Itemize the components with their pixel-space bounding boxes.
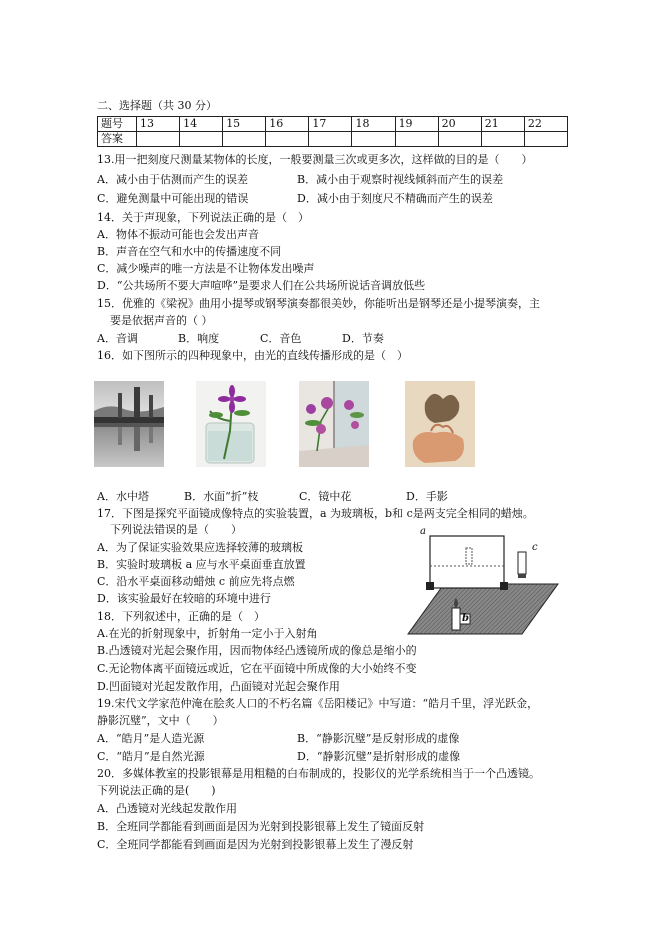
section-title: 二、选择题（共 30 分） [97, 99, 217, 112]
q15-option-d: D．节奏 [342, 332, 384, 345]
q14-option-a: A．物体不振动可能也会发出声音 [97, 228, 259, 241]
number-cell: 18 [352, 117, 395, 132]
q19-option-a: A．“皓月”是人造光源 [97, 732, 205, 745]
q19-option-d: D．“静影沉璧”是折射形成的虚像 [297, 750, 461, 763]
answer-blank-cell[interactable] [223, 132, 266, 147]
q20-option-a: A．凸透镜对光线起发散作用 [97, 802, 237, 815]
number-cell: 19 [395, 117, 438, 132]
q18-stem: 18．下列叙述中，正确的是（ ） [97, 610, 265, 623]
q14-option-b: B．声音在空气和水中的传播速度不同 [97, 245, 282, 258]
q15-option-b: B．响度 [178, 332, 220, 345]
q19-option-c: C．“皓月”是自然光源 [97, 750, 205, 763]
q17-option-b: B．实验时玻璃板 a 应与水平桌面垂直放置 [97, 558, 306, 571]
q14-option-c: C．减少噪声的唯一方法是不让物体发出噪声 [97, 262, 315, 275]
q20-stem-line2: 下列说法正确的是( ) [97, 784, 216, 797]
q20-stem-line1: 20．多媒体教室的投影银幕是用粗糙的白布制成的，投影仪的光学系统相当于一个凸透镜。 [97, 767, 540, 780]
q18-option-d: D.凹面镜对光起发散作用，凸面镜对光起会聚作用 [97, 680, 340, 693]
header-label-cell: 题号 [98, 117, 137, 132]
answer-blank-cell[interactable] [137, 132, 180, 147]
answer-blank-cell[interactable] [524, 132, 567, 147]
q18-option-a: A.在光的折射现象中，折射角一定小于入射角 [97, 627, 318, 640]
q13-option-b: B．减小由于观察时视线倾斜而产生的误差 [297, 173, 504, 186]
q17-option-a: A．为了保证实验效果应选择较薄的玻璃板 [97, 541, 303, 554]
q16-option-a: A．水中塔 [97, 490, 149, 503]
q17-option-c: C．沿水平桌面移动蜡烛 c 前应先将点燃 [97, 575, 295, 588]
q19-stem-line2: 静影沉璧”，文中（ ） [97, 714, 224, 727]
answer-blank-cell[interactable] [481, 132, 524, 147]
plane-mirror-diagram [400, 526, 560, 646]
q16-option-c: C．镜中花 [299, 490, 352, 503]
q14-stem: 14．关于声现象，下列说法正确的是（ ） [97, 211, 309, 224]
answer-blank-cell[interactable] [395, 132, 438, 147]
hand-shadow-photo [405, 381, 475, 467]
answer-table-answer-row [98, 132, 568, 147]
q13-option-a: A．减小由于估测而产生的误差 [97, 173, 248, 186]
mirror-flower-photo [299, 381, 369, 467]
number-cell: 22 [524, 117, 567, 132]
q13-stem: 13.用一把刻度尺测量某物体的长度，一般要测量三次或更多次，这样做的目的是（ ） [97, 153, 533, 166]
answer-table [97, 116, 568, 147]
q18-option-b: B.凸透镜对光起会聚作用，因而物体经凸透镜所成的像总是缩小的 [97, 644, 417, 657]
q16-stem: 16．如下图所示的四种现象中，由光的直线传播形成的是（ ） [97, 349, 408, 362]
number-cell: 21 [481, 117, 524, 132]
q17-stem-line2: 下列说法错误的是（ ） [110, 523, 242, 536]
q13-option-d: D．减小由于刻度尺不精确而产生的误差 [297, 192, 493, 205]
q17-stem-line1: 17．下图是探究平面镜成像特点的实验装置，a 为玻璃板，b和 c是两支完全相同的蜡烛。 [97, 507, 534, 520]
pagoda-reflection-photo [94, 381, 164, 467]
q16-option-d: D．手影 [406, 490, 448, 503]
diagram-label-b: b [462, 613, 469, 624]
diagram-label-c: c [532, 542, 538, 553]
q19-stem-line1: 19.宋代文学家范仲淹在脍炙人口的不朽名篇《岳阳楼记》中写道：“皓月千里，浮光跃金， [97, 697, 539, 710]
number-cell: 20 [438, 117, 481, 132]
answer-blank-cell[interactable] [266, 132, 309, 147]
answer-label-cell: 答案 [98, 132, 137, 147]
answer-blank-cell[interactable] [352, 132, 395, 147]
q13-option-c: C．避免测量中可能出现的错误 [97, 192, 249, 205]
q19-option-b: B．“静影沉璧”是反射形成的虚像 [297, 732, 460, 745]
number-cell: 13 [137, 117, 180, 132]
answer-table-header-row [98, 117, 568, 132]
answer-blank-cell[interactable] [180, 132, 223, 147]
q20-option-b: B．全班同学都能看到画面是因为光射到投影银幕上发生了镜面反射 [97, 820, 425, 833]
q17-option-d: D．该实验最好在较暗的环境中进行 [97, 592, 271, 605]
number-cell: 15 [223, 117, 266, 132]
q15-option-a: A．音调 [97, 332, 138, 345]
number-cell: 16 [266, 117, 309, 132]
q15-stem-line2: 要是依据声音的（ ） [110, 314, 213, 327]
q18-option-c: C.无论物体离平面镜远或近，它在平面镜中所成像的大小始终不变 [97, 662, 417, 675]
answer-blank-cell[interactable] [309, 132, 352, 147]
q16-option-b: B．水面“折”枝 [184, 490, 259, 503]
answer-blank-cell[interactable] [438, 132, 481, 147]
number-cell: 17 [309, 117, 352, 132]
q15-stem-line1: 15．优雅的《梁祝》曲用小提琴或钢琴演奏都很美妙，你能听出是钢琴还是小提琴演奏，主 [97, 297, 540, 310]
number-cell: 14 [180, 117, 223, 132]
bent-stem-photo [196, 381, 266, 467]
q15-option-c: C．音色 [260, 332, 302, 345]
q20-option-c: C．全班同学都能看到画面是因为光射到投影银幕上发生了漫反射 [97, 838, 414, 851]
diagram-label-a: a [420, 526, 426, 537]
q14-option-d: D．“公共场所不要大声喧哗”是要求人们在公共场所说话音调放低些 [97, 279, 426, 292]
